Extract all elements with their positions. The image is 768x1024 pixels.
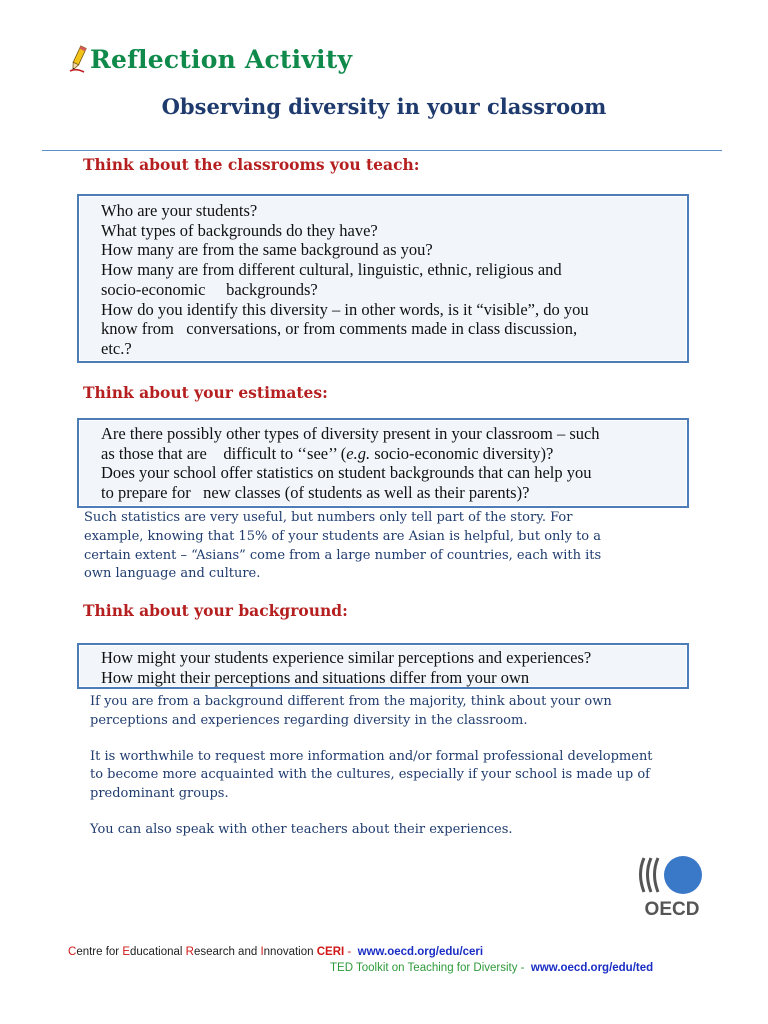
divider	[42, 150, 722, 151]
activity-title: Reflection Activity	[90, 44, 353, 74]
ceri-link[interactable]: www.oecd.org/edu/ceri	[357, 946, 484, 958]
question-text: How do you identify this diversity – in other words, is it “visible”, do you	[101, 299, 589, 319]
note-statistics	[84, 509, 668, 584]
section-heading-estimates: Think about your estimates:	[83, 383, 328, 402]
note-line: If you are from a background different from the majority, think about your own	[90, 694, 612, 709]
note-line: You can also speak with other teachers about their experiences.	[90, 821, 513, 837]
question-text: How might your students experience similar perceptions and experiences?	[101, 648, 592, 667]
page-subtitle: Observing diversity in your classroom	[161, 94, 607, 119]
ted-link[interactable]: www.oecd.org/edu/ted	[530, 962, 654, 974]
question-text: as those that are difficult to ‘‘see’’ (e.g. socio-economic diversity)?	[101, 443, 554, 463]
question-text: Are there possibly other types of diversity present in your classroom – such	[101, 424, 600, 443]
question-box-classrooms	[77, 194, 689, 363]
question-text: socio-economic backgrounds?	[101, 279, 318, 299]
question-text: How might their perceptions and situations differ from your own	[101, 667, 530, 687]
section-heading-classrooms: Think about the classrooms you teach:	[83, 155, 420, 174]
note-line: Such statistics are very useful, but numbers only tell part of the story. For	[84, 510, 573, 525]
question-text: etc.?	[101, 338, 132, 358]
section-heading-background: Think about your background:	[83, 601, 348, 620]
note-line: own language and culture.	[84, 566, 261, 582]
question-text: Who are your students?	[101, 201, 258, 220]
question-box-background	[77, 643, 689, 689]
note-line: predominant groups.	[90, 786, 229, 802]
question-text: What types of backgrounds do they have?	[101, 220, 378, 240]
note-line: to become more acquainted with the cultures, especially if your school is made up of	[90, 767, 650, 783]
note-line: certain extent – “Asians” come from a large number of countries, each with its	[84, 547, 602, 563]
note-background	[90, 693, 730, 840]
question-text: know from conversations, or from comments made in class discussion,	[101, 319, 578, 339]
note-line: It is worthwhile to request more information and/or formal professional development	[90, 748, 653, 764]
note-line: perceptions and experiences regarding diversity in the classroom.	[90, 712, 528, 728]
footer-ted: TED Toolkit on Teaching for Diversity - www.oecd.org/edu/ted	[330, 962, 654, 974]
question-text: Does your school offer statistics on student backgrounds that can help you	[101, 463, 592, 483]
question-text: to prepare for new classes (of students as well as their parents)?	[101, 483, 530, 503]
question-text: How many are from the same background as you?	[101, 240, 433, 260]
paragraph-gap	[90, 804, 730, 821]
question-text: How many are from different cultural, linguistic, ethnic, religious and	[101, 260, 562, 280]
note-line: example, knowing that 15% of your students are Asian is helpful, but only to a	[84, 528, 601, 544]
oecd-logo	[636, 854, 708, 918]
question-box-estimates	[77, 418, 689, 508]
footer-ceri: Centre for Educational Research and Innovation CERI - www.oecd.org/edu/ceri	[68, 946, 484, 958]
paragraph-gap	[90, 731, 730, 748]
oecd-logo-text: OECD	[644, 899, 700, 918]
pencil-icon	[68, 44, 88, 74]
title-row	[68, 44, 352, 74]
